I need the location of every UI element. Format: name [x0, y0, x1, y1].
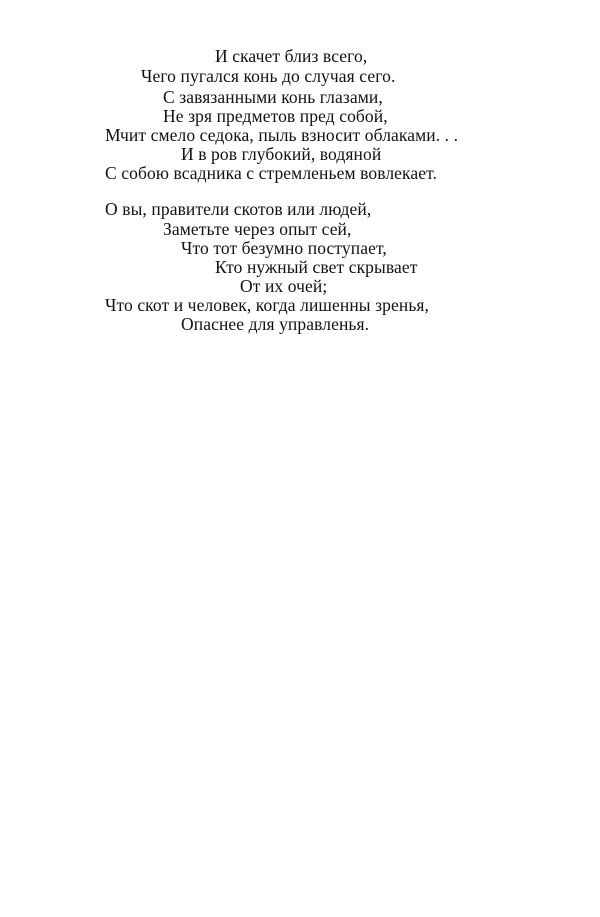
poem-line: С собою всадника с стремленьем вовлекает. [105, 163, 438, 183]
poem-line: Что скот и человек, когда лишенны зренья, [105, 295, 430, 315]
poem-line: Кто нужный свет скрывает [215, 257, 418, 277]
poem-line: Заметьте через опыт сей, [163, 219, 352, 239]
poem-line: Опаснее для управленья. [181, 314, 370, 334]
poem-line: Не зря предметов пред собой, [163, 106, 388, 126]
poem-line: Чего пугался конь до случая сего. [141, 66, 396, 86]
poem-line: Мчит смело седока, пыль взносит облаками. . . [105, 125, 459, 145]
poem-line: О вы, правители скотов или людей, [105, 199, 372, 219]
poem-line: От их очей; [240, 276, 328, 296]
poem-line: Что тот безумно поступает, [181, 238, 387, 258]
poem-line: С завязанными конь глазами, [163, 87, 383, 107]
poem-line: И скачет близ всего, [215, 46, 368, 66]
poem-line: И в ров глубокий, водяной [181, 144, 382, 164]
